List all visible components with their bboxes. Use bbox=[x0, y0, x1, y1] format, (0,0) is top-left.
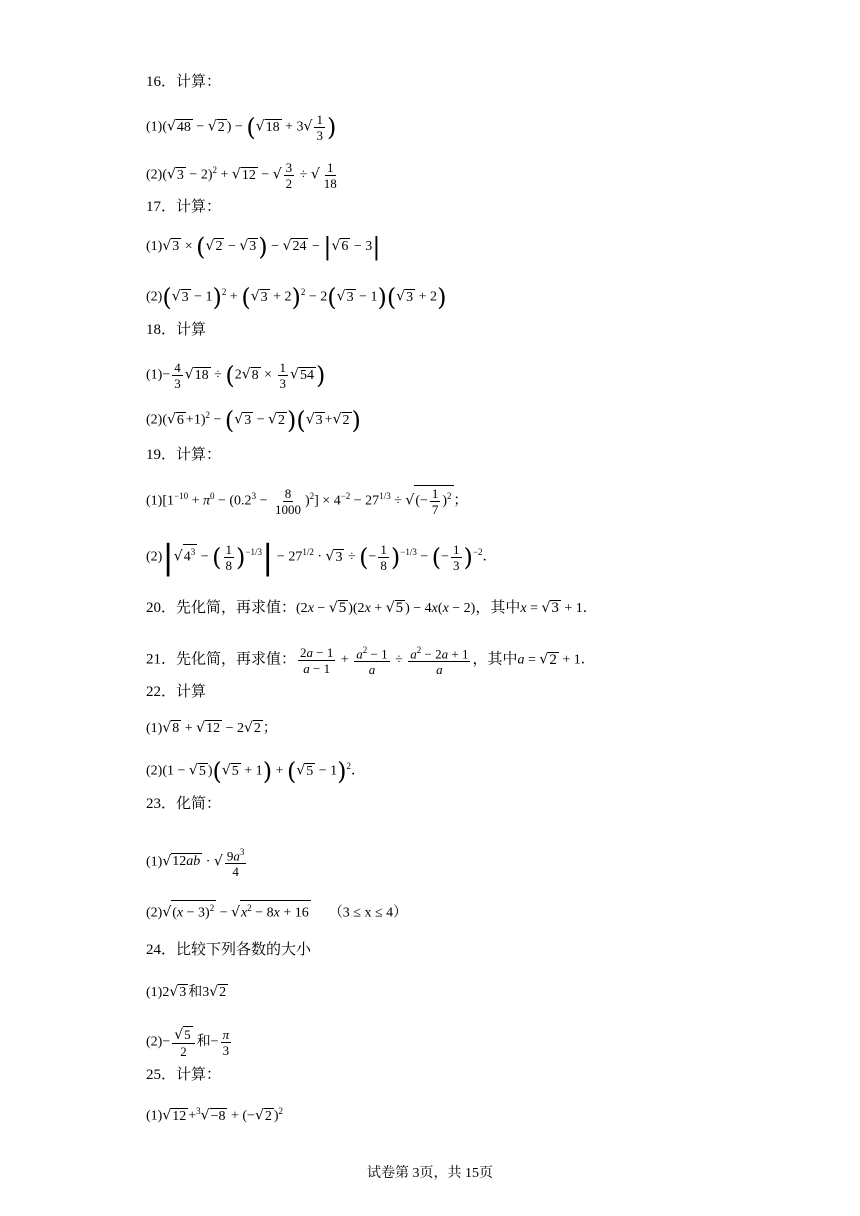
problem-19-part-2: $(2)|√4^3$ − ( $\frac{1}{8}$ )$^{-1/3}| - 27^{1/2} \cdot √3$ ÷ (− $\frac{1}{8}$ )$^{-1/3}$ − (− $\frac{1}{3}$ )$^{-2}$． bbox=[146, 537, 497, 578]
problem-20: 20．先化简，再求值：(2x − √5 )(2x + √5 ) − 4x(x − 2)，其中x = √3 + 1． bbox=[146, 600, 597, 616]
problem-24-part-2: (2)− $\frac{√5}{2}$ 和− $\frac{\pi}{3}$ bbox=[146, 1027, 230, 1059]
problem-24-heading: 24．比较下列各数的大小 bbox=[146, 942, 312, 958]
problem-25-heading: 25．计算： bbox=[146, 1067, 222, 1083]
problem-23-heading: 23．化简： bbox=[146, 796, 222, 812]
problem-23-part-2: $(2)√(x - 3)^2 - √x^2 - 8x + 16$ （3 ≤ x ≤ 4） bbox=[146, 900, 407, 924]
problem-16-part-2: $(2)(√3 - 2)^2 + √12$ − √ $\frac{3}{2}$ ÷ √ $\frac{1}{18}$ bbox=[146, 160, 337, 191]
problem-17-heading: 17．计算： bbox=[146, 199, 222, 215]
problem-23-part-1: (1)√12ab · √ $\frac{9a^3}{4}$ bbox=[146, 847, 245, 880]
problem-17-part-2: $(2)(√3 - 1)^2 + (√3 + 2)^2 - 2(√3 - 1)(√3 + 2)$ bbox=[146, 283, 447, 312]
problem-16-part-1: (1)(√48 − √2 ) − (√18 + 3√ $\frac{1}{3}$ ) bbox=[146, 112, 337, 143]
problem-18-part-1: (1)− $\frac{4}{3}$ √18 ÷ (2√8 × $\frac{1}{3}$ √54) bbox=[146, 360, 326, 391]
problem-17-part-1: (1)√3 × (√2 − √3) − √24 − |√6 − 3| bbox=[146, 232, 381, 261]
page-footer: 试卷第 3页，共 15页 bbox=[367, 1166, 493, 1181]
problem-16-heading: 16．计算： bbox=[146, 74, 222, 90]
problem-21: 21．先化简，再求值： $\frac{2a - 1}{a - 1}$ + $\frac{a^2 - 1}{a}$ ÷ $\frac{a^2 - 2a + 1}{a}$ ，其中a = √2 + 1． bbox=[146, 644, 595, 678]
problem-18-heading: 18．计算 bbox=[146, 322, 207, 338]
problem-24-part-1: (1)2√3 和3√2 bbox=[146, 984, 227, 1000]
problem-22-heading: 22．计算 bbox=[146, 684, 207, 700]
problem-25-part-1: (1)√12 +$^3$√−8 + (−√2 )$^2$ bbox=[146, 1106, 284, 1124]
problem-18-part-2: $(2)(√6 +1)^2 - (√3 - √2)(√3 +√2)$ bbox=[146, 406, 361, 435]
problem-19-heading: 19．计算： bbox=[146, 447, 222, 463]
problem-22-part-2: (2)(1 − √5 )$(√5 + 1) + (√5 - 1)^2$． bbox=[146, 757, 366, 786]
problem-19-part-1: $(1)[1^{-10} + \pi^0 - (0.2^3$ − $\frac{8}{1000}$ )$^2] \times 4^{-2} - 27^{1/3}$ ÷ √(− $\frac{1}{7}$ )$^2$ ； bbox=[146, 486, 468, 517]
problem-22-part-1: (1)√8 + √12 − 2√2 ； bbox=[146, 720, 277, 736]
